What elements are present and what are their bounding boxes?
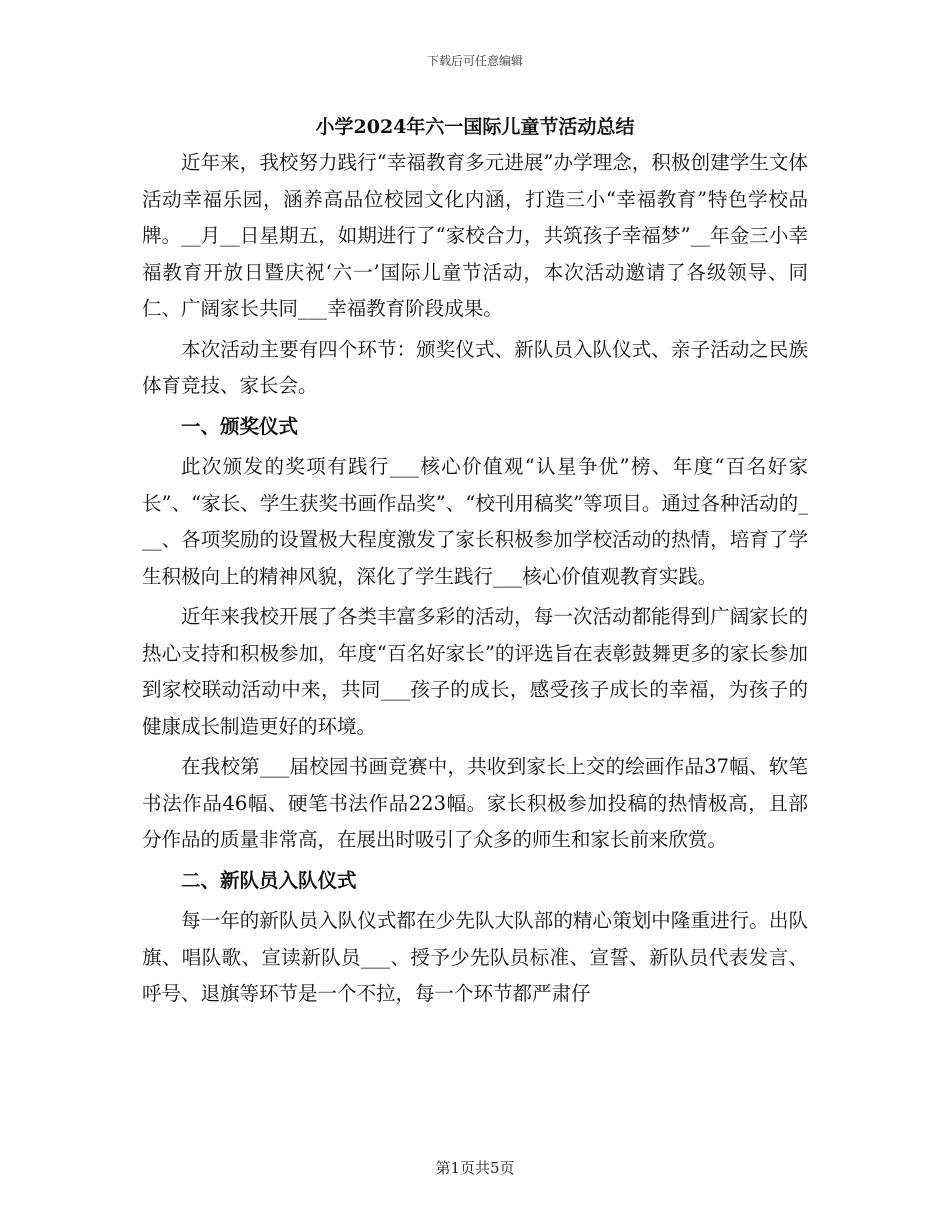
- paragraph-intro: 近年来，我校努力践行“幸福教育多元进展”办学理念，积极创建学生文体活动幸福乐园，涵养高品位校园文化内涵，打造三小“幸福教育”特色学校品牌。__月__日星期五，如期进行了“家校合力，共筑孩子幸福梦”__年金三小幸福教育开放日暨庆祝‘六一’国际儿童节活动，本次活动邀请了各级领导、同仁、广阔家长共同___幸福教育阶段成果。: [142, 151, 808, 320]
- paragraph-parents: 近年来我校开展了各类丰富多彩的活动，每一次活动都能得到广阔家长的热心支持和积极参加，年度“百名好家长”的评选旨在表彰鼓舞更多的家长参加到家校联动活动中来，共同___孩子的成长，感受孩子成长的幸福，为孩子的健康成长制造更好的环境。: [142, 605, 808, 738]
- paragraph-overview: 本次活动主要有四个环节：颁奖仪式、新队员入队仪式、亲子活动之民族体育竞技、家长会。: [142, 337, 808, 397]
- document-title: 小学2024年六一国际儿童节活动总结: [315, 116, 635, 138]
- paragraph-induction: 每一年的新队员入队仪式都在少先队大队部的精心策划中隆重进行。出队旗、唱队歌、宣读新队员___、授予少先队员标准、宣誓、新队员代表发言、呼号、退旗等环节是一个不拉，每一个环节都严肃仔: [142, 909, 808, 1005]
- page-header-note: 下载后可任意编辑: [426, 54, 523, 68]
- document-body: [142, 109, 808, 1013]
- page-number: 第1页共5页: [435, 1159, 515, 1177]
- section-heading-awards: 一、颁奖仪式: [181, 414, 299, 438]
- paragraph-awards: 此次颁发的奖项有践行___核心价值观“认星争优”榜、年度“百名好家长”、“家长、学生获奖书画作品奖”、“校刊用稿奖”等项目。通过各种活动的___、各项奖励的设置极大程度激发了家长积极参加学校活动的热情，培育了学生积极向上的精神风貌，深化了学生践行___核心价值观教育实践。: [142, 455, 808, 588]
- section-heading-induction: 二、新队员入队仪式: [181, 868, 357, 892]
- paragraph-competition: 在我校第___届校园书画竞赛中，共收到家长上交的绘画作品37幅、软笔书法作品46幅、硬笔书法作品223幅。家长积极参加投稿的热情极高，且部分作品的质量非常高，在展出时吸引了众多的师生和家长前来欣赏。: [142, 755, 808, 851]
